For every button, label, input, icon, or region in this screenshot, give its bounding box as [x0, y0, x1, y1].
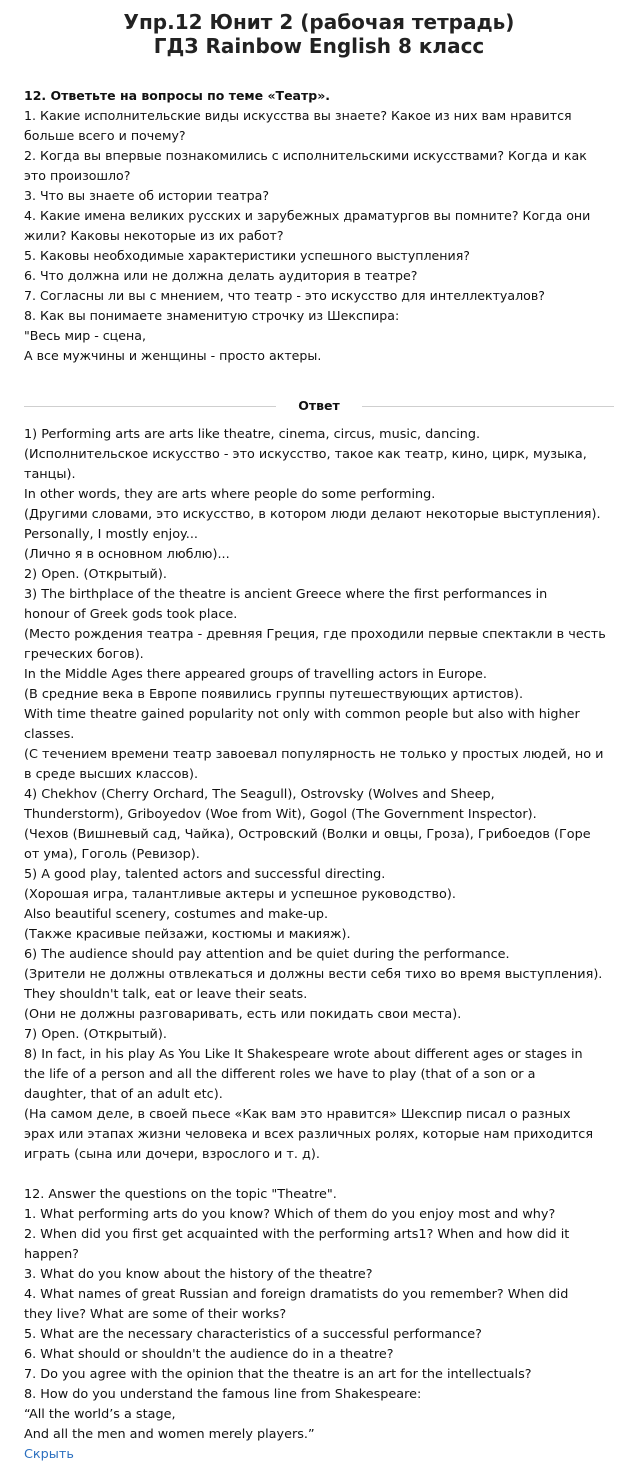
english-question-line: 12. Answer the questions on the topic "Theatre". — [24, 1187, 337, 1202]
question-line: жили? Каковы некоторые из их работ? — [24, 228, 284, 243]
answer-line: от ума), Гоголь (Ревизор). — [24, 847, 200, 862]
answer-line: греческих богов). — [24, 647, 144, 662]
answer-line: (Исполнительское искусство - это искусство, такое как театр, кино, цирк, музыка, — [24, 447, 587, 462]
answer-line: (Также красивые пейзажи, костюмы и макияж). — [24, 927, 351, 942]
question-line: "Весь мир - сцена, — [24, 328, 146, 343]
answer-line: (Место рождения театра - древняя Греция, где проходили первые спектакли в честь — [24, 627, 606, 642]
answer-line: (В средние века в Европе появились группы путешествующих артистов). — [24, 687, 524, 702]
english-question-line: “All the world’s a stage, — [24, 1407, 176, 1422]
answer-separator — [24, 397, 614, 415]
answer-line: эрах или этапах жизни человека и всех различных ролях, которые нам приходится — [24, 1127, 594, 1142]
english-question-line: 4. What names of great Russian and foreign dramatists do you remember? When did — [24, 1287, 569, 1302]
answer-line: (На самом деле, в своей пьесе «Как вам это нравится» Шекспир писал о разных — [24, 1107, 571, 1122]
english-question-line: happen? — [24, 1247, 79, 1262]
answer-line: classes. — [24, 727, 75, 742]
english-task — [24, 1185, 614, 1445]
question-line: больше всего и почему? — [24, 128, 186, 143]
answer-line: (Они не должны разговаривать, есть или покидать свои места). — [24, 1007, 462, 1022]
answer-line: 4) Chekhov (Cherry Orchard, The Seagull), Ostrovsky (Wolves and Sheep, — [24, 787, 495, 802]
answer-line: Personally, I mostly enjoy... — [24, 527, 199, 542]
task-questions — [24, 106, 614, 366]
english-question-line: 5. What are the necessary characteristics of a successful performance? — [24, 1327, 482, 1342]
page — [0, 10, 638, 1465]
answer-line: the life of a person and all the different roles we have to play (that of a son or a — [24, 1067, 536, 1082]
answer-line: (Чехов (Вишневый сад, Чайка), Островский (Волки и овцы, Гроза), Грибоедов (Горе — [24, 827, 591, 842]
question-line: 2. Когда вы впервые познакомились с исполнительскими искусствами? Когда и как — [24, 148, 587, 163]
answer-text — [24, 425, 614, 1165]
hide-link[interactable]: Скрыть — [24, 1447, 74, 1462]
answer-line: играть (сына или дочери, взрослого и т. д). — [24, 1147, 320, 1162]
english-question-line: 1. What performing arts do you know? Which of them do you enjoy most and why? — [24, 1207, 556, 1222]
question-line: 5. Каковы необходимые характеристики успешного выступления? — [24, 248, 470, 263]
separator-rule-right — [362, 406, 614, 407]
answer-line: Also beautiful scenery, costumes and make-up. — [24, 907, 329, 922]
answer-line: (Другими словами, это искусство, в котором люди делают некоторые выступления). — [24, 507, 601, 522]
answer-line: (Хорошая игра, талантливые актеры и успешное руководство). — [24, 887, 456, 902]
answer-line: 8) In fact, in his play As You Like It Shakespeare wrote about different ages or stages in — [24, 1047, 583, 1062]
answer-line: They shouldn't talk, eat or leave their seats. — [24, 987, 308, 1002]
answer-line: honour of Greek gods took place. — [24, 607, 238, 622]
answer-line: (Лично я в основном люблю)... — [24, 547, 230, 562]
title-line-1: Упр.12 Юнит 2 (рабочая тетрадь) — [123, 10, 515, 34]
english-question-line: And all the men and women merely players.” — [24, 1427, 315, 1442]
english-question-line: 8. How do you understand the famous line from Shakespeare: — [24, 1387, 422, 1402]
answer-line: With time theatre gained popularity not only with common people but also with higher — [24, 707, 580, 722]
question-line: это произошло? — [24, 168, 131, 183]
answer-line: 5) A good play, talented actors and successful directing. — [24, 867, 386, 882]
question-line: 3. Что вы знаете об истории театра? — [24, 188, 270, 203]
english-question-line: 2. When did you first get acquainted with the performing arts1? When and how did it — [24, 1227, 570, 1242]
answer-line: 7) Open. (Открытый). — [24, 1027, 167, 1042]
question-line: 6. Что должна или не должна делать аудитория в театре? — [24, 268, 418, 283]
question-line: 4. Какие имена великих русских и зарубежных драматургов вы помните? Когда они — [24, 208, 591, 223]
english-question-line: 3. What do you know about the history of the theatre? — [24, 1267, 373, 1282]
question-line: 7. Согласны ли вы с мнением, что театр - это искусство для интеллектуалов? — [24, 288, 545, 303]
answer-line: в среде высших классов). — [24, 767, 199, 782]
answer-line: (С течением времени театр завоевал популярность не только у простых людей, но и — [24, 747, 604, 762]
answer-line: daughter, that of an adult etc). — [24, 1087, 223, 1102]
answer-line: Thunderstorm), Griboyedov (Woe from Wit), Gogol (The Government Inspector). — [24, 807, 537, 822]
page-title — [24, 10, 614, 58]
task-heading: 12. Ответьте на вопросы по теме «Театр». — [24, 88, 331, 103]
question-line: 8. Как вы понимаете знаменитую строчку из Шекспира: — [24, 308, 400, 323]
answer-line: танцы). — [24, 467, 76, 482]
answer-label: Ответ — [298, 398, 340, 413]
answer-line: In other words, they are arts where people do some performing. — [24, 487, 436, 502]
answer-line: 1) Performing arts are arts like theatre, cinema, circus, music, dancing. — [24, 427, 481, 442]
answer-line: 3) The birthplace of the theatre is ancient Greece where the first performances in — [24, 587, 548, 602]
separator-rule-left — [24, 406, 276, 407]
english-question-line: 7. Do you agree with the opinion that the theatre is an art for the intellectuals? — [24, 1367, 532, 1382]
answer-line: (Зрители не должны отвлекаться и должны вести себя тихо во время выступления). — [24, 967, 603, 982]
english-question-line: 6. What should or shouldn't the audience do in a theatre? — [24, 1347, 394, 1362]
title-line-2: ГДЗ Rainbow English 8 класс — [153, 34, 485, 58]
question-line: 1. Какие исполнительские виды искусства вы знаете? Какое из них вам нравится — [24, 108, 572, 123]
answer-line: 2) Open. (Открытый). — [24, 567, 167, 582]
answer-line: 6) The audience should pay attention and be quiet during the performance. — [24, 947, 510, 962]
english-question-line: they live? What are some of their works? — [24, 1307, 287, 1322]
answer-line: In the Middle Ages there appeared groups of travelling actors in Europe. — [24, 667, 487, 682]
question-line: А все мужчины и женщины - просто актеры. — [24, 348, 322, 363]
